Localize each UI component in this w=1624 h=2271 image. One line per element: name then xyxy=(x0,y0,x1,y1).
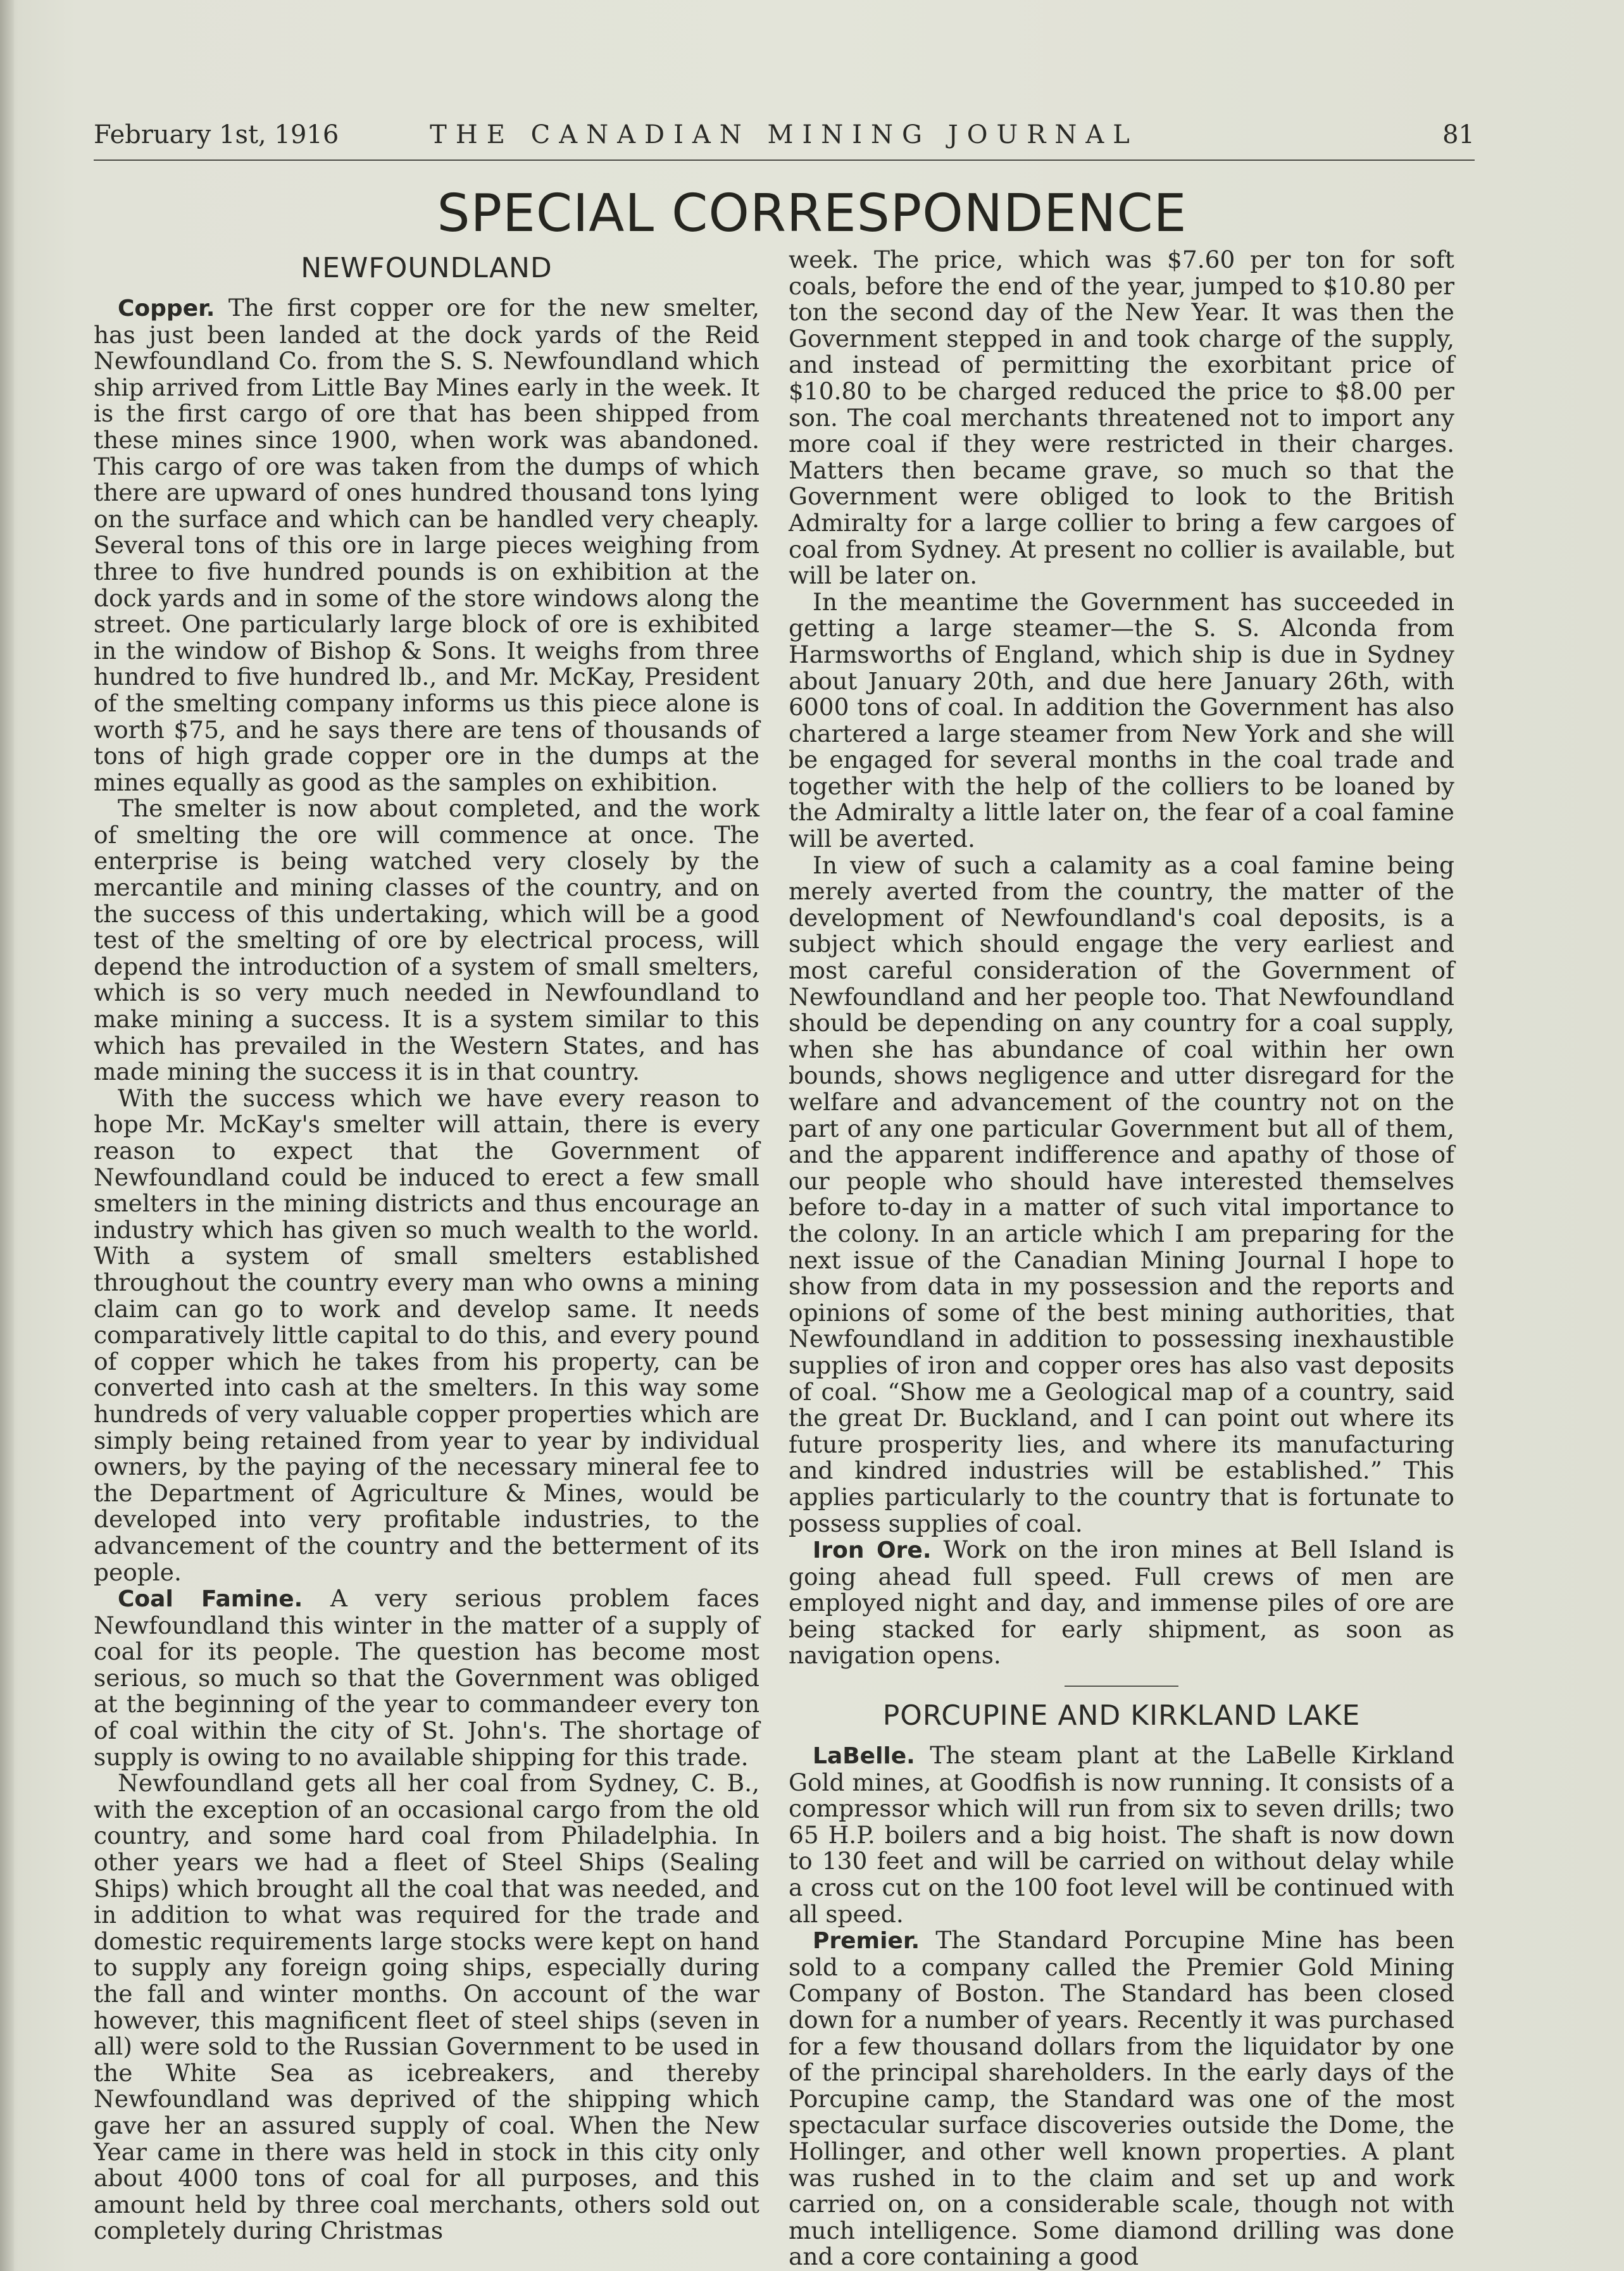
paragraph-coal-supply: Newfoundland gets all her coal from Sydney, C. B., with the exception of an occasional cargo from the old country, and some hard coal from Philadelphia. In other years we had a fleet of Steel Ships (Sealing Ships) which brought all the coal that was needed, and in addition to what was required for the trade and domestic requirements large stocks were kept on hand to supply any foreign going ships, especially during the fall and winter months. On account of the war however, this magnificent fleet of steel ships (seven in all) were sold to the Russian Government to be used in the White Sea as icebreakers, and thereby Newfoundland was deprived of the shipping which gave her an assured supply of coal. When the New Year came in there was held in stock in this city only about 4000 tons of coal for all purposes, and this amount held by three coal merchants, others sold out completely during Christmas xyxy=(94,1769,759,2245)
header-rule xyxy=(94,160,1475,161)
runin-copper: Copper. xyxy=(118,296,215,322)
paragraph-text: The steam plant at the LaBelle Kirkland Gold mines, at Goodfish is now running. It consists of a compressor which will run from six to seven drills; two 65 H.P. boilers and a big hoist. The shaft is now down to 130 feet and will be carried on without delay while a cross cut on the 100 foot level will be continued with all speed. xyxy=(789,1741,1454,1928)
runin-iron-ore: Iron Ore. xyxy=(813,1537,932,1564)
paragraph-text: The first copper ore for the new smelter, has just been landed at the dock yards of the Reid Newfoundland Co. from the S. S. Newfoundland which ship arrived from Little Bay Mines early in the week. It is the first cargo of ore that has been shipped from these mines since 1900, when work was abandoned. This cargo of ore was taken from the dumps of which there are upward of ones hundred thousand tons lying on the surface and which can be handled very cheaply. Several tons of this ore in large pieces weighing from three to five hundred pounds is on exhibition at the dock yards and in some of the store windows along the street. One particularly large block of ore is exhibited in the window of Bishop & Sons. It weighs from three hundred to five hundred lb., and Mr. McKay, President of the smelting company informs us this piece alone is worth $75, and he says there are tens of thousands of tons of high grade copper ore in the dumps at the mines equally as good as the samples on exhibition. xyxy=(94,294,759,796)
runin-coal-famine: Coal Famine. xyxy=(118,1586,303,1613)
paragraph-coal-deposits: In view of such a calamity as a coal famine being merely averted from the country, the matter of the development of Newfoundland's coal deposits, is a subject which should engage the very earliest and most careful consideration of the Government of Newfoundland and her people too. That Newfoundland should be depending on any country for a coal supply, when she has abundance of coal within her own bounds, shows negligence and utter disregard for the welfare and advancement of the country not on the part of any one particular Government but all of them, and the apparent indifference and apathy of those of our people who should have interested themselves before to-day in a matter of such vital importance to the colony. In an article which I am preparing for the next issue of the Canadian Mining Journal I hope to show from data in my possession and the reports and opinions of some of the best mining authorities, that Newfoundland in addition to possessing inexhaustible supplies of iron and copper ores has also vast deposits of coal. “Show me a Geological map of a country, said the great Dr. Buckland, and I can point out where its future prosperity lies, and where its manufacturing and kindred industries will be established.” This applies particularly to the country that is fortunate to possess supplies of coal. xyxy=(789,851,1454,1537)
runin-labelle: LaBelle. xyxy=(813,1743,915,1770)
page-title: SPECIAL CORRESPONDENCE xyxy=(437,184,1187,244)
paragraph-text: Work on the iron mines at Bell Island is going ahead full speed. Full crews of men are employed night and day, and immense piles of ore are being stacked for early shipment, as soon as navigation opens. xyxy=(789,1536,1455,1670)
paragraph-coal-supply-continued: week. The price, which was $7.60 per ton for soft coals, before the end of the year, jumped to $10.80 per ton the second day of the New Year. It was then the Government stepped in and took charge of the supply, and instead of permitting the exorbitant price of $10.80 to be charged reduced the price to $8.00 per son. The coal merchants threatened not to import any more coal if they were restricted in their charges. Matters then became grave, so much so that the Government were obliged to look to the British Admiralty for a large collier to bring a few cargoes of coal from Sydney. At present no collier is available, but will be later on. xyxy=(789,246,1454,590)
paragraph-steamer: In the meantime the Government has succeeded in getting a large steamer—the S. S. Alconda from Harmsworths of England, which ship is due in Sydney about January 20th, and due here January 26th, with 6000 tons of coal. In addition the Government has also chartered a large steamer from New York and she will be engaged for several months in the coal trade and together with the help of the colliers to be loaned by the Admiralty a little later on, the fear of a coal famine will be averted. xyxy=(789,587,1454,853)
journal-name: THE CANADIAN MINING JOURNAL xyxy=(430,120,1139,149)
runin-premier: Premier. xyxy=(813,1928,920,1955)
page-number: 81 xyxy=(1442,120,1475,149)
paragraph-premier xyxy=(789,1927,1454,2270)
paragraph-smelters-system: With the success which we have every reason to hope Mr. McKay's smelter will attain, there is every reason to expect that the Government of Newfoundland could be induced to erect a few small smelters in the mining districts and thus encourage an industry which has given so much wealth to the world. With a system of small smelters established throughout the country every man who owns a mining claim can go to work and develop same. It needs comparatively little capital to do this, and every pound of copper which he takes from his property, can be converted into cash at the smelters. In this way some hundreds of very valuable copper properties which are simply being retained from year to year by individual owners, by the paying of the necessary mineral fee to the Department of Agriculture & Mines, would be developed into very profitable industries, to the advancement of the country and the betterment of its people. xyxy=(94,1084,759,1586)
paragraph-coal-famine xyxy=(94,1586,759,1770)
section-divider xyxy=(1065,1686,1178,1687)
paragraph-labelle xyxy=(789,1742,1454,1927)
section-heading-porcupine: PORCUPINE AND KIRKLAND LAKE xyxy=(882,1699,1361,1732)
running-header xyxy=(94,120,1475,158)
paragraph-text: A very serious problem faces Newfoundland this winter in the matter of a supply of coal for its people. The question has become most serious, so much so that the Government was obliged at the beginning of the year to commandeer every ton of coal within the city of St. John's. The shortage of supply is owing to no available shipping for this trade. xyxy=(94,1584,760,1771)
paragraph-iron-ore xyxy=(789,1537,1454,1669)
issue-date: February 1st, 1916 xyxy=(94,120,339,149)
paragraph-text: The Standard Porcupine Mine has been sold to a company called the Premier Gold Mining Company of Boston. The Standard has been closed down for a number of years. Recently it was purchased for a few thousand dollars from the liquidator by one of the principal shareholders. In the early days of the Porcupine camp, the Standard was one of the most spectacular surface discoveries outside the Dome, the Hollinger, and other well known properties. A plant was rushed in to the claim and set up and work carried on, on a considerable scale, though not with much intelligence. Some diamond drilling was done and a core containing a good xyxy=(789,1926,1454,2271)
left-column xyxy=(94,247,759,2244)
paragraph-smelter: The smelter is now about completed, and the work of smelting the ore will commence at once. The enterprise is being watched very closely by the mercantile and mining classes of the country, and on the success of this undertaking, which will be a good test of the smelting of ore by electrical process, will depend the introduction of a system of small smelters, which is so very much needed in Newfoundland to make mining a success. It is a system similar to this which has prevailed in the Western States, and has made mining the success it is in that country. xyxy=(94,794,759,1086)
paragraph-copper xyxy=(94,295,759,796)
right-column xyxy=(789,247,1454,2270)
section-heading-newfoundland: NEWFOUNDLAND xyxy=(301,252,553,284)
binding-edge xyxy=(0,0,14,2271)
